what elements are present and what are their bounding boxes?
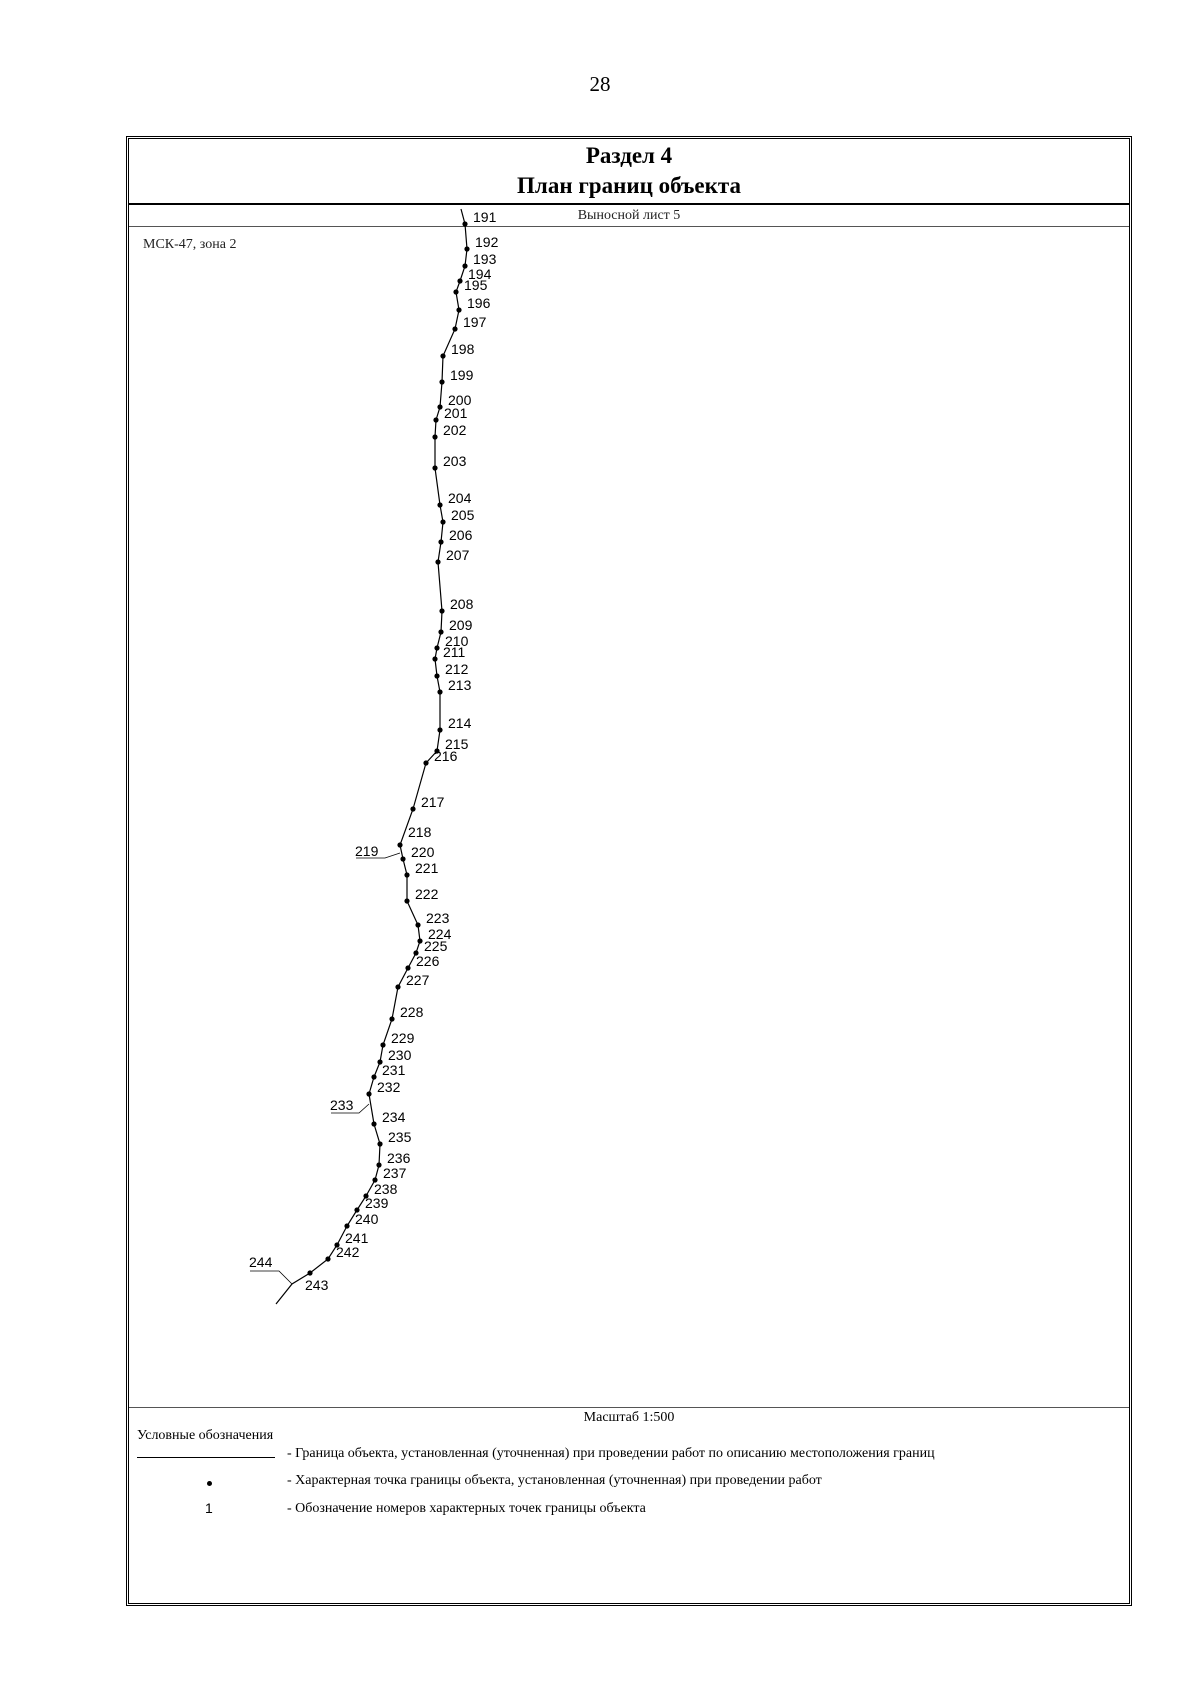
point-label-219: 219 bbox=[355, 843, 379, 859]
point-label-210: 210 bbox=[445, 633, 469, 649]
point-label-220: 220 bbox=[411, 844, 435, 860]
point-label-234: 234 bbox=[382, 1109, 406, 1125]
boundary-point-194 bbox=[457, 278, 462, 283]
point-label-200: 200 bbox=[448, 392, 472, 408]
boundary-point-227 bbox=[395, 984, 400, 989]
boundary-point-220 bbox=[400, 856, 405, 861]
boundary-point-204 bbox=[437, 502, 442, 507]
legend-item-point bbox=[137, 1472, 1097, 1492]
boundary-point-209 bbox=[438, 629, 443, 634]
boundary-point-203 bbox=[432, 465, 437, 470]
point-label-227: 227 bbox=[406, 972, 430, 988]
point-label-224: 224 bbox=[428, 926, 452, 942]
point-label-235: 235 bbox=[388, 1129, 412, 1145]
boundary-point-223 bbox=[415, 922, 420, 927]
boundary-point-236 bbox=[376, 1162, 381, 1167]
point-label-237: 237 bbox=[383, 1165, 407, 1181]
point-label-191: 191 bbox=[473, 209, 497, 225]
sheet-label: Выносной лист 5 bbox=[129, 205, 1129, 227]
point-label-236: 236 bbox=[387, 1150, 411, 1166]
point-label-192: 192 bbox=[475, 234, 499, 250]
legend-item-boundary bbox=[137, 1445, 1097, 1465]
boundary-point-192 bbox=[464, 246, 469, 251]
point-label-208: 208 bbox=[450, 596, 474, 612]
point-label-195: 195 bbox=[464, 277, 488, 293]
point-label-201: 201 bbox=[444, 405, 468, 421]
boundary-point-243 bbox=[307, 1270, 312, 1275]
boundary-point-221 bbox=[404, 872, 409, 877]
point-label-241: 241 bbox=[345, 1230, 369, 1246]
point-label-194: 194 bbox=[468, 266, 492, 282]
boundary-point-202 bbox=[432, 434, 437, 439]
boundary-point-229 bbox=[380, 1042, 385, 1047]
legend-number-text: - Обозначение номеров характерных точек границы объекта bbox=[287, 1501, 646, 1516]
point-label-205: 205 bbox=[451, 507, 475, 523]
boundary-point-207 bbox=[435, 559, 440, 564]
point-label-204: 204 bbox=[448, 490, 472, 506]
legend-number-symbol: 1 bbox=[205, 1500, 213, 1516]
point-label-243: 243 bbox=[305, 1277, 329, 1293]
boundary-point-206 bbox=[438, 539, 443, 544]
boundary-point-226 bbox=[405, 965, 410, 970]
boundary-point-212 bbox=[434, 673, 439, 678]
point-label-193: 193 bbox=[473, 251, 497, 267]
boundary-plan bbox=[129, 139, 1129, 1407]
section-heading: Раздел 4 bbox=[585, 143, 673, 168]
legend-title: Условные обозначения bbox=[137, 1428, 274, 1443]
boundary-point-217 bbox=[410, 806, 415, 811]
point-label-244: 244 bbox=[249, 1254, 273, 1270]
boundary-point-200 bbox=[437, 404, 442, 409]
point-label-211: 211 bbox=[443, 644, 466, 660]
boundary-point-234 bbox=[371, 1121, 376, 1126]
point-label-242: 242 bbox=[336, 1244, 360, 1260]
boundary-point-197 bbox=[452, 326, 457, 331]
boundary-point-218 bbox=[397, 842, 402, 847]
point-label-217: 217 bbox=[421, 794, 445, 810]
boundary-point-199 bbox=[439, 379, 444, 384]
point-label-203: 203 bbox=[443, 453, 467, 469]
boundary-point-196 bbox=[456, 307, 461, 312]
point-label-238: 238 bbox=[374, 1181, 398, 1197]
point-label-196: 196 bbox=[467, 295, 491, 311]
boundary-point-208 bbox=[439, 608, 444, 613]
boundary-point-195 bbox=[453, 289, 458, 294]
point-label-206: 206 bbox=[449, 527, 473, 543]
legend-point-symbol bbox=[207, 1481, 212, 1486]
point-label-221: 221 bbox=[415, 860, 439, 876]
point-label-228: 228 bbox=[400, 1004, 424, 1020]
point-label-209: 209 bbox=[449, 617, 473, 633]
point-label-240: 240 bbox=[355, 1211, 379, 1227]
boundary-point-232 bbox=[366, 1091, 371, 1096]
point-label-231: 231 bbox=[382, 1062, 406, 1078]
point-label-229: 229 bbox=[391, 1030, 415, 1046]
point-label-215: 215 bbox=[445, 736, 469, 752]
boundary-point-193 bbox=[462, 263, 467, 268]
page-number: 28 bbox=[589, 72, 611, 96]
point-label-232: 232 bbox=[377, 1079, 401, 1095]
boundary-point-240 bbox=[344, 1223, 349, 1228]
point-label-239: 239 bbox=[365, 1195, 389, 1211]
point-label-218: 218 bbox=[408, 824, 432, 840]
boundary-point-201 bbox=[433, 417, 438, 422]
boundary-point-242 bbox=[325, 1256, 330, 1261]
point-label-213: 213 bbox=[448, 677, 472, 693]
point-label-233: 233 bbox=[330, 1097, 354, 1113]
point-label-214: 214 bbox=[448, 715, 472, 731]
point-label-207: 207 bbox=[446, 547, 470, 563]
boundary-point-205 bbox=[440, 519, 445, 524]
point-label-198: 198 bbox=[451, 341, 475, 357]
boundary-point-224 bbox=[417, 938, 422, 943]
boundary-point-231 bbox=[371, 1074, 376, 1079]
point-label-222: 222 bbox=[415, 886, 439, 902]
boundary-point-213 bbox=[437, 689, 442, 694]
boundary-point-198 bbox=[440, 353, 445, 358]
legend-item-number bbox=[137, 1500, 1097, 1520]
boundary-point-211 bbox=[432, 656, 437, 661]
point-label-226: 226 bbox=[416, 953, 440, 969]
point-label-225: 225 bbox=[424, 938, 448, 954]
scale-label: Масштаб 1:500 bbox=[129, 1407, 1129, 1428]
point-label-199: 199 bbox=[450, 367, 474, 383]
legend-boundary-text: - Граница объекта, установленная (уточненная) при проведении работ по описанию местоположения границ bbox=[287, 1446, 935, 1461]
legend-point-text: - Характерная точка границы объекта, установленная (уточненная) при проведении работ bbox=[287, 1473, 822, 1488]
point-label-223: 223 bbox=[426, 910, 450, 926]
point-label-212: 212 bbox=[445, 661, 469, 677]
boundary-point-210 bbox=[434, 645, 439, 650]
point-label-197: 197 bbox=[463, 314, 487, 330]
boundary-point-214 bbox=[437, 727, 442, 732]
point-label-202: 202 bbox=[443, 422, 467, 438]
plan-title: План границ объекта bbox=[517, 173, 741, 198]
boundary-point-235 bbox=[377, 1141, 382, 1146]
point-label-216: 216 bbox=[434, 748, 458, 764]
boundary-point-228 bbox=[389, 1016, 394, 1021]
drawing-frame bbox=[126, 136, 1132, 1606]
boundary-point-191 bbox=[462, 221, 467, 226]
point-label-230: 230 bbox=[388, 1047, 412, 1063]
coordinate-system-label: МСК-47, зона 2 bbox=[143, 237, 237, 252]
legend-boundary-line-symbol bbox=[137, 1457, 275, 1458]
point-labels-layer bbox=[249, 209, 499, 1293]
boundary-point-216 bbox=[423, 760, 428, 765]
leader-line-244 bbox=[250, 1271, 292, 1284]
boundary-point-222 bbox=[404, 898, 409, 903]
